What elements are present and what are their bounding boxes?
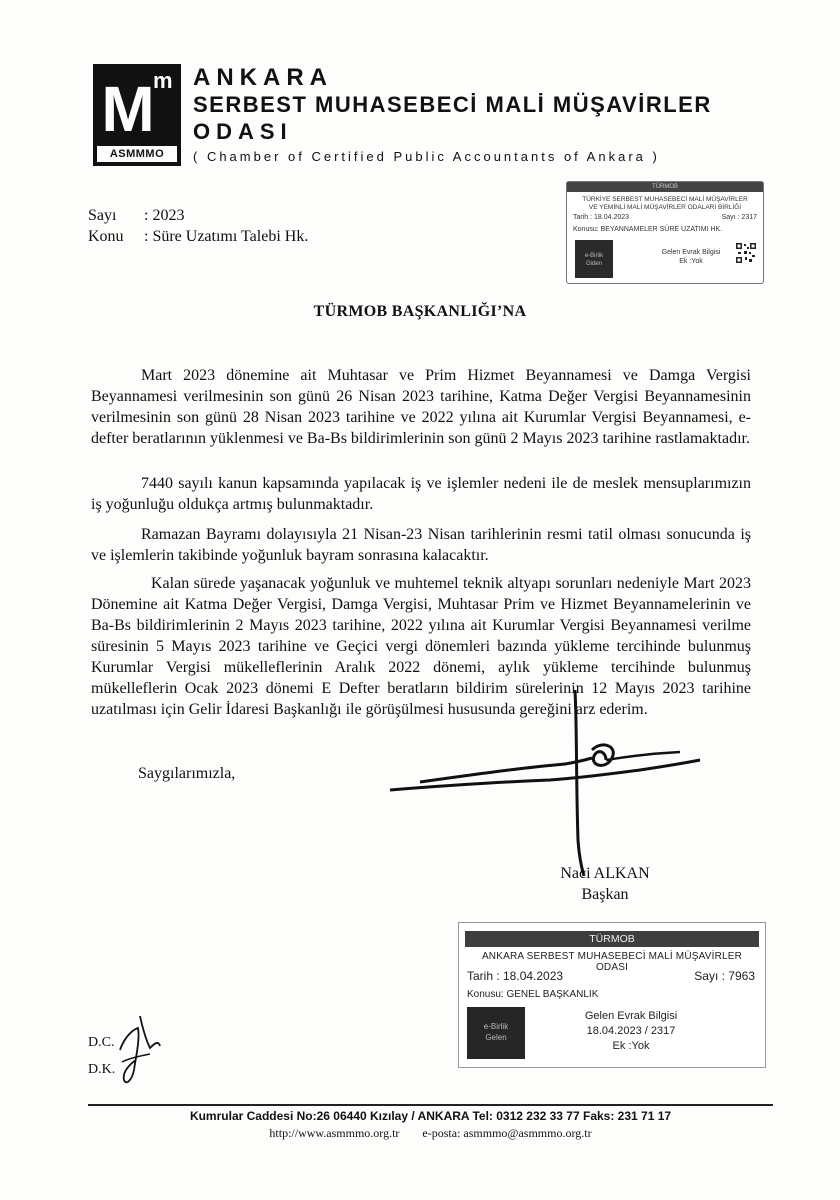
- qr-code-icon: [735, 242, 757, 264]
- incoming-document-stamp: [458, 922, 766, 1068]
- stamp-number: Sayı : 2317: [721, 214, 757, 221]
- konu-value: : Süre Uzatımı Talebi Hk.: [144, 228, 309, 245]
- paragraph-1: Mart 2023 dönemine ait Muhtasar ve Prim Hizmet Beyannamesi ve Damga Vergisi Beyannamesi verilmesinin son günü 26 Nisan 2023 tarihine, Katma Değer Vergisi Beyannamesinin verilmesinin son günü 28 Nisan 2023 tarihine ve 2022 yılına ait Kurumlar Vergisi Beyannamesi, e-defter beratlarının yüklenmesi ve Ba-Bs bildirimlerinin son günü 2 Mayıs 2023 tarihine rastlamaktadır.: [91, 367, 751, 447]
- distribution-dc: D.C.: [88, 1035, 115, 1050]
- sayi-value: : 2023: [144, 207, 185, 224]
- stamp-info: [641, 248, 741, 266]
- asmmmo-logo: [93, 64, 181, 166]
- signer-block: [530, 863, 680, 905]
- stamp-org-line1: TÜRKİYE SERBEST MUHASEBECİ MALİ MÜŞAVİRLER: [582, 196, 748, 203]
- stamp-info-line2: Ek :Yok: [679, 258, 703, 265]
- stamp-box-line1: e-Birlik: [584, 253, 604, 259]
- stamp-box-line2: Giden: [585, 261, 602, 267]
- stamp-subject: Konusu: BEYANNAMELER SÜRE UZATIMI HK.: [573, 226, 723, 233]
- footer-website[interactable]: http://www.asmmmo.org.tr: [269, 1126, 400, 1140]
- stamp-ebirlik-box: [575, 240, 613, 278]
- paragraph-4: Kalan sürede yaşanacak yoğunluk ve muhtemel teknik altyapı sorunları nedeniyle Mart 2023 Dönemine ait Katma Değer Vergisi, Damga Vergisi, Muhtasar Prim ve Hizmet Beyannamelerinin ve Ba-Bs bildirimlerinin 2 Mayıs 2023 tarihine, 2022 yılına ait Kurumlar Vergisi Beyannamesi verilme süresinin 5 Mayıs 2023 tarihine ve Geçici vergi dönemleri bazında yükleme tercihinde bulunmuş Kurumlar Vergisi mükelleflerinin Aralık 2022 dönemi, aylık yükleme tercihinde bulunmuş mükelleflerin Ocak 2023 dönemi E Defter beratların bildirim sürelerinin 12 Mayıs 2023 tarihine uzatılması için Gelir İdaresi Başkanlığı ile görüşülmesi hususunda gereğini arz ederim.: [91, 575, 751, 718]
- outgoing-document-stamp: [566, 181, 764, 284]
- document-number: [88, 206, 184, 226]
- footer-email[interactable]: e-posta: asmmmo@asmmmo.org.tr: [422, 1126, 592, 1140]
- stamp-info: [539, 1009, 723, 1054]
- logo-abbrev: ASMMMO: [97, 146, 177, 162]
- distribution-dk: D.K.: [88, 1062, 116, 1077]
- paragraph-3: Ramazan Bayramı dolayısıyla 21 Nisan-23 Nisan tarihlerinin resmi tatil olması sonucunda iş ve işlemlerin takibinde yoğunluk bayram sonrasına kalacaktır.: [91, 526, 751, 564]
- handwritten-signature: [380, 690, 710, 880]
- stamp-info-line3: Ek :Yok: [612, 1040, 650, 1052]
- org-name-line3: ODASI: [193, 119, 293, 144]
- closing-salutation: Saygılarımızla,: [138, 765, 236, 782]
- footer-divider: [88, 1104, 773, 1106]
- stamp-bar: TÜRMOB: [465, 931, 759, 947]
- stamp-box-line2: Gelen: [485, 1033, 507, 1042]
- paragraph-2: 7440 sayılı kanun kapsamında yapılacak iş ve işlemler nedeni ile de meslek mensuplarımızın iş yoğunluğu oldukça artmış bulunmaktadır.: [91, 475, 751, 513]
- logo-superscript: m: [153, 68, 173, 93]
- recipient-heading: TÜRMOB BAŞKANLIĞI’NA: [313, 303, 527, 320]
- handwritten-initials: [110, 1010, 170, 1090]
- stamp-org: [571, 196, 759, 212]
- org-name-english: ( Chamber of Certified Public Accountants of Ankara ): [193, 149, 660, 164]
- footer-address: Kumrular Caddesi No:26 06440 Kızılay / ANKARA Tel: 0312 232 33 77 Faks: 231 71 17: [189, 1109, 672, 1123]
- sayi-label: Sayı: [88, 207, 117, 224]
- logo-letter: M: [101, 73, 155, 145]
- stamp-bar: TÜRMOB: [567, 182, 763, 192]
- stamp-date: Tarih : 18.04.2023: [467, 969, 564, 983]
- stamp-info-line1: Gelen Evrak Bilgisi: [584, 1010, 678, 1022]
- konu-label: Konu: [88, 228, 124, 245]
- stamp-org-line2: VE YEMİNLİ MALİ MÜŞAVİRLER ODALARI BİRLİĞİ: [588, 204, 742, 211]
- stamp-info-line2: 18.04.2023 / 2317: [586, 1025, 676, 1037]
- org-name-line1: ANKARA: [193, 64, 333, 91]
- org-name-line2: SERBEST MUHASEBECİ MALİ MÜŞAVİRLER: [193, 92, 712, 117]
- stamp-ebirlik-box: [467, 1007, 525, 1059]
- stamp-number: Sayı : 7963: [694, 969, 755, 983]
- footer-contact: [88, 1126, 773, 1141]
- stamp-info-line1: Gelen Evrak Bilgisi: [661, 249, 721, 256]
- stamp-date: Tarih : 18.04.2023: [573, 214, 630, 221]
- stamp-subject: Konusu: GENEL BAŞKANLIK: [467, 989, 599, 1000]
- stamp-org: ANKARA SERBEST MUHASEBECİ MALİ MÜŞAVİRLER ODASI: [481, 951, 743, 973]
- signer-title: Başkan: [581, 886, 629, 903]
- signer-name: Naci ALKAN: [560, 865, 650, 882]
- stamp-box-line1: e-Birlik: [483, 1022, 509, 1031]
- document-subject: [88, 227, 308, 247]
